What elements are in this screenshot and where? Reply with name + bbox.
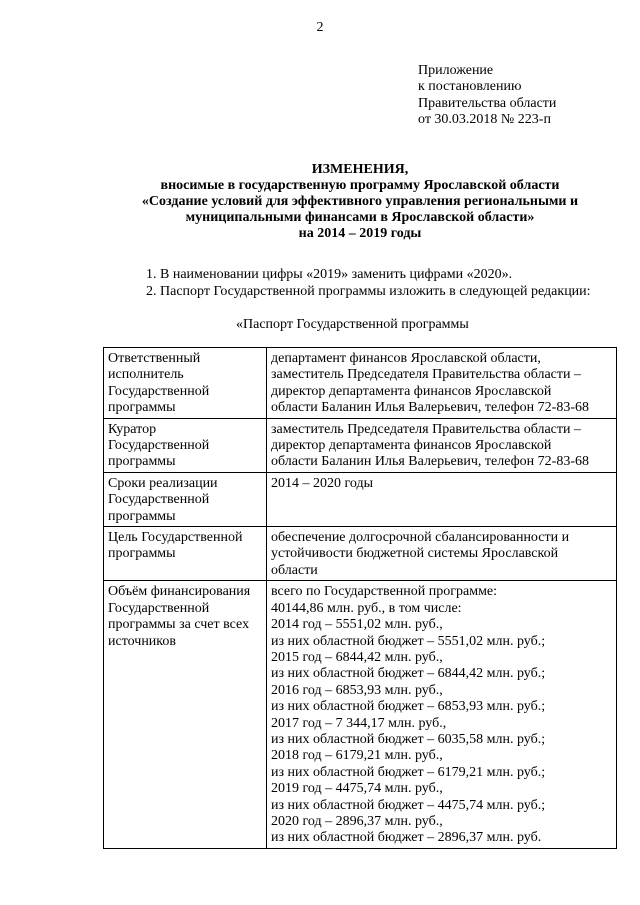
title-line: ИЗМЕНЕНИЯ, <box>311 162 409 177</box>
cell-line: Государственной <box>108 492 210 508</box>
cell-line: программы за счет всех <box>108 617 250 633</box>
row-value-cell <box>267 418 617 472</box>
title-line: на 2014 – 2019 годы <box>298 226 422 241</box>
appendix-line: к постановлению <box>418 79 522 95</box>
title-line: «Создание условий для эффективного управления региональными и <box>141 194 579 209</box>
cell-line: 2018 год – 6179,21 млн. руб., <box>271 748 443 764</box>
appendix-line: от 30.03.2018 № 223-п <box>418 112 551 128</box>
cell-line: Куратор <box>108 421 157 437</box>
paragraph-1: 1. В наименовании цифры «2019» заменить цифрами «2020». <box>146 267 513 282</box>
cell-line: программы <box>108 454 176 470</box>
cell-line: Сроки реализации <box>108 475 218 491</box>
row-value-cell <box>267 348 617 419</box>
cell-line: всего по Государственной программе: <box>271 584 498 600</box>
row-label-cell <box>104 418 267 472</box>
row-label-cell <box>104 581 267 849</box>
cell-line: 2014 год – 5551,02 млн. руб., <box>271 617 443 633</box>
cell-line: 2020 год – 2896,37 млн. руб., <box>271 813 443 829</box>
cell-line: 2014 – 2020 годы <box>271 475 374 491</box>
cell-line: из них областной бюджет – 4475,74 млн. руб.; <box>271 797 546 813</box>
appendix-line: Правительства области <box>418 95 557 111</box>
table-row <box>104 348 617 419</box>
cell-line: Государственной <box>108 438 210 454</box>
passport-heading: «Паспорт Государственной программы <box>236 317 469 332</box>
cell-line: из них областной бюджет – 6844,42 млн. руб.; <box>271 666 546 682</box>
cell-line: Ответственный <box>108 351 201 366</box>
cell-line: 2017 год – 7 344,17 млн. руб., <box>271 715 447 731</box>
cell-line: 2019 год – 4475,74 млн. руб., <box>271 781 443 797</box>
row-label-cell <box>104 348 267 419</box>
cell-line: исполнитель <box>108 367 184 383</box>
cell-line: из них областной бюджет – 6853,93 млн. руб.; <box>271 699 546 715</box>
cell-line: из них областной бюджет – 2896,37 млн. руб. <box>271 830 542 846</box>
cell-line: 2016 год – 6853,93 млн. руб., <box>271 682 443 698</box>
row-label-cell <box>104 527 267 581</box>
table-row <box>104 527 617 581</box>
row-value-cell <box>267 527 617 581</box>
cell-line: из них областной бюджет – 5551,02 млн. руб.; <box>271 633 546 649</box>
table-row <box>104 418 617 472</box>
table-row <box>104 472 617 526</box>
cell-line: программы <box>108 508 176 524</box>
cell-line: Объём финансирования <box>108 584 251 600</box>
cell-line: из них областной бюджет – 6179,21 млн. руб.; <box>271 764 546 780</box>
cell-line: 2015 год – 6844,42 млн. руб., <box>271 649 443 665</box>
title-line: муниципальными финансами в Ярославской области» <box>185 210 535 225</box>
cell-line: заместитель Председателя Правительства области – <box>271 421 582 437</box>
cell-line: источников <box>108 633 177 649</box>
cell-line: из них областной бюджет – 6035,58 млн. руб.; <box>271 731 546 747</box>
appendix-line: Приложение <box>418 63 494 78</box>
passport-table <box>103 347 617 849</box>
row-value-cell <box>267 472 617 526</box>
cell-line: программы <box>108 546 176 562</box>
cell-line: области Баланин Илья Валерьевич, телефон 72-83-68 <box>271 454 589 470</box>
document-title <box>110 162 610 242</box>
row-value-cell <box>267 581 617 849</box>
cell-line: обеспечение долгосрочной сбалансированности и <box>271 530 570 546</box>
passport-table-body <box>104 348 617 849</box>
cell-line: устойчивости бюджетной системы Ярославской <box>271 546 559 562</box>
table-row <box>104 581 617 849</box>
cell-line: области <box>271 562 318 578</box>
cell-line: заместитель Председателя Правительства области – <box>271 367 582 383</box>
cell-line: директор департамента финансов Ярославской <box>271 383 552 399</box>
cell-line: области Баланин Илья Валерьевич, телефон 72-83-68 <box>271 400 589 416</box>
cell-line: департамент финансов Ярославской области, <box>271 351 541 366</box>
row-label-cell <box>104 472 267 526</box>
cell-line: Государственной <box>108 600 210 616</box>
cell-line: Государственной <box>108 383 210 399</box>
paragraph-2: 2. Паспорт Государственной программы изложить в следующей редакции: <box>146 284 591 299</box>
cell-line: директор департамента финансов Ярославской <box>271 438 552 454</box>
cell-line: 40144,86 млн. руб., в том числе: <box>271 600 462 616</box>
cell-line: Цель Государственной <box>108 530 243 546</box>
cell-line: программы <box>108 400 176 416</box>
title-line: вносимые в государственную программу Ярославской области <box>160 178 560 193</box>
appendix-block <box>418 63 556 129</box>
page-number: 2 <box>316 20 324 35</box>
